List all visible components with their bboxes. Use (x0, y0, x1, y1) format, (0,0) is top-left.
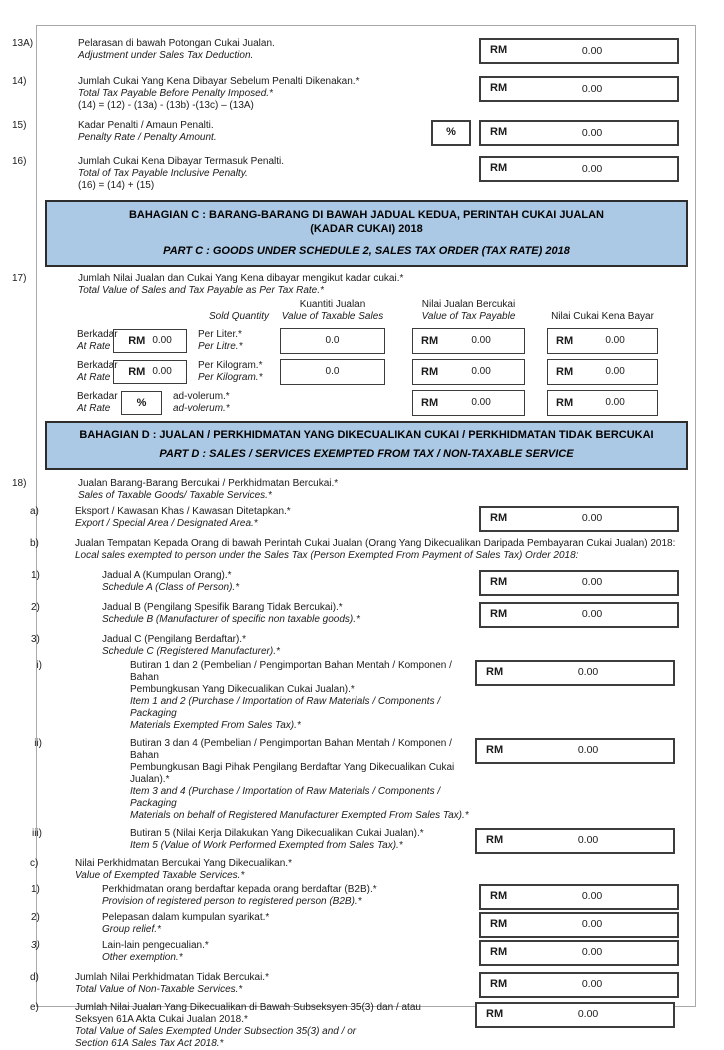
rate-label: Berkadar At Rate (77, 391, 118, 415)
amount-field-18c2[interactable]: RM 0.00 (479, 912, 679, 938)
col-header-sold-quantity: Sold Quantity (208, 311, 270, 323)
form-item-18c3: 3) Lain-lain pengecualian.* Other exemption.* RM 0.00 (45, 940, 688, 966)
penalty-rate-percent-field[interactable]: % (431, 120, 471, 146)
amount-field-18c1[interactable]: RM 0.00 (479, 884, 679, 910)
form-item-18b1: 1) Jadual A (Kumpulan Orang).* Schedule A (Class of Person).* RM 0.00 (45, 570, 688, 596)
amount-field-18a[interactable]: RM 0.00 (479, 506, 679, 532)
item-label-en: Total of Tax Payable Inclusive Penalty. (78, 168, 248, 179)
item-label-my: Jumlah Nilai Jualan dan Cukai Yang Kena dibayar mengikut kadar cukai.* (78, 273, 404, 285)
amount-field-18c3[interactable]: RM 0.00 (479, 940, 679, 966)
unit-label: Per Liter.* Per Litre.* (198, 329, 243, 353)
rate-amount-field[interactable]: RM 0.00 (113, 360, 187, 384)
table-row-per-kilogram (45, 359, 688, 385)
currency-label: RM (490, 126, 508, 139)
rate-label: Berkadar At Rate (77, 329, 118, 353)
form-item-18d: d) Jumlah Nilai Perkhidmatan Tidak Bercukai.* Total Value of Non-Taxable Services.* RM 0.00 (45, 972, 688, 998)
form-item-18b3iii: iii) Butiran 5 (Nilai Kerja Dilakukan Yang Dikecualikan Cukai Jualan).* Item 5 (Value of Work Performed Exempted from Sales Tax).* RM 0.00 (45, 828, 688, 854)
form-item-18c-label: c) Nilai Perkhidmatan Bercukai Yang Dikecualikan.* Value of Exempted Taxable Services.* (30, 857, 292, 881)
form-frame (12, 25, 696, 1049)
amount-field-18b3ii[interactable]: RM 0.00 (475, 738, 675, 764)
part-d-title-en: PART D : SALES / SERVICES EXEMPTED FROM TAX / NON-TAXABLE SERVICE (159, 448, 574, 460)
rate-percent-field[interactable]: % (121, 391, 162, 415)
amount-field-18b1[interactable]: RM 0.00 (479, 570, 679, 596)
form-item-18b2: 2) Jadual B (Pengilang Spesifik Barang Tidak Bercukai).* Schedule B (Manufacturer of specific non taxable goods).* RM 0.00 (45, 602, 688, 628)
table-row-per-litre (45, 328, 688, 354)
rate-label: Berkadar At Rate (77, 360, 118, 384)
amount-field-16[interactable] (479, 156, 679, 182)
amount-field-18e[interactable]: RM 0.00 (475, 1002, 675, 1028)
currency-label: RM (490, 82, 508, 95)
form-item-13a (12, 38, 688, 64)
item-label-my: Jualan Barang-Barang Bercukai / Perkhidmatan Bercukai.* (78, 477, 339, 489)
part-c-header (45, 200, 688, 267)
item-label-en: Total Value of Sales and Tax Payable as Per Tax Rate.* (78, 285, 324, 297)
amount-field-13a[interactable] (479, 38, 679, 64)
form-item-15 (12, 120, 688, 146)
table-header-row (45, 299, 688, 323)
item-formula: (14) = (12) - (13a) - (13b) -(13c) – (13A) (78, 100, 254, 111)
item-label-en: Sales of Taxable Goods/ Taxable Services.* (78, 489, 272, 501)
rate-amount-field[interactable]: RM 0.00 (113, 329, 187, 353)
form-item-17-label (12, 273, 688, 297)
part-d-title-my: BAHAGIAN D : JUALAN / PERKHIDMATAN YANG DIKECUALIKAN CUKAI / PERKHIDMATAN TIDAK BERCUKAI (79, 429, 654, 442)
unit-label: Per Kilogram.* Per Kilogram.* (198, 360, 263, 384)
currency-label: RM (490, 162, 508, 175)
part-c-title-en: PART C : GOODS UNDER SCHEDULE 2, SALES TAX ORDER (TAX RATE) 2018 (163, 244, 570, 257)
item-number: 16) (12, 156, 27, 167)
col-header-quantity: Kuantiti Jualan Value of Taxable Sales (281, 299, 384, 323)
tax-payable-field[interactable]: RM 0.00 (547, 328, 658, 354)
form-item-18c1: 1) Perkhidmatan orang berdaftar kepada orang berdaftar (B2B).* Provision of registered person to registered person (B2B).* RM 0.00 (45, 884, 688, 910)
amount-field-18b3iii[interactable]: RM 0.00 (475, 828, 675, 854)
table-row-ad-valorem (45, 390, 688, 416)
tax-payable-field[interactable]: RM 0.00 (547, 390, 658, 416)
form-item-18b3-label: 3) Jadual C (Pengilang Berdaftar).* Schedule C (Registered Manufacturer).* (31, 633, 280, 657)
part-c-title-my-line2: (KADAR CUKAI) 2018 (310, 222, 423, 235)
form-item-18b-label: b) Jualan Tempatan Kepada Orang di bawah Perintah Cukai Jualan (Orang Yang Dikecualikan Daripada Pembayaran Cukai Jualan) 2018: Local sales exempted to person under the Sales Tax (Person Exempted From Payment of Sales Tax) Order 2018: (30, 537, 676, 561)
item-number: 17) (12, 273, 27, 285)
item-label-my: Kadar Penalti / Amaun Penalti. (78, 120, 214, 131)
amount-value: 0.00 (581, 126, 603, 139)
form-item-18c2: 2) Pelepasan dalam kumpulan syarikat.* Group relief.* RM 0.00 (45, 912, 688, 938)
part-d-header (45, 421, 688, 470)
item-number: 14) (12, 76, 27, 87)
item-label-my: Pelarasan di bawah Potongan Cukai Jualan. (78, 38, 275, 49)
form-item-18b3ii: ii) Butiran 3 dan 4 (Pembelian / Pengimportan Bahan Mentah / Komponen / Bahan Pembungkusan Bagi Pihak Pengilang Berdaftar Yang Dikecualikan Cukai Jualan).* Item 3 and 4 (Purchase / Importation of Raw Materials / Components / Packaging Materials on behalf of Registered Manufacturer Exempted From Sales Tax).* RM 0.00 (45, 738, 688, 822)
sales-value-field[interactable]: RM 0.00 (412, 359, 525, 385)
item-label-my: Jumlah Cukai Yang Kena Dibayar Sebelum Penalti Dikenakan.* (78, 76, 360, 87)
form-item-18b3i: i) Butiran 1 dan 2 (Pembelian / Pengimportan Bahan Mentah / Komponen / Bahan Pembungkusan Yang Dikecualikan Cukai Jualan).* Item 1 and 2 (Purchase / Importation of Raw Materials / Components / Packaging Materials Exempted From Sales Tax).* RM 0.00 (45, 660, 688, 732)
item-label-en: Adjustment under Sales Tax Deduction. (78, 50, 254, 61)
item-number: 18) (12, 477, 27, 489)
quantity-field[interactable]: 0.0 (280, 328, 385, 354)
amount-field-18b2[interactable]: RM 0.00 (479, 602, 679, 628)
currency-label: RM (490, 44, 508, 57)
amount-value: 0.00 (581, 44, 603, 57)
item-label-my: Jumlah Cukai Kena Dibayar Termasuk Penalti. (78, 156, 285, 167)
item-label-en: Penalty Rate / Penalty Amount. (78, 132, 217, 143)
form-item-14 (12, 76, 688, 112)
amount-field-18b3i[interactable]: RM 0.00 (475, 660, 675, 686)
amount-field-15[interactable] (479, 120, 679, 146)
item-number: 15) (12, 120, 27, 131)
form-item-18-label (12, 477, 688, 502)
item-label-en: Total Tax Payable Before Penalty Imposed.* (78, 88, 273, 99)
col-header-tax-payable: Nilai Cukai Kena Bayar (551, 311, 654, 323)
tax-payable-field[interactable]: RM 0.00 (547, 359, 658, 385)
sales-value-field[interactable]: RM 0.00 (412, 390, 525, 416)
sales-value-field[interactable]: RM 0.00 (412, 328, 525, 354)
amount-field-14[interactable] (479, 76, 679, 102)
part-c-title-my-line1: BAHAGIAN C : BARANG-BARANG DI BAWAH JADUAL KEDUA, PERINTAH CUKAI JUALAN (128, 209, 605, 221)
form-item-16 (12, 156, 688, 192)
tax-rate-table (45, 299, 688, 416)
col-header-sales-value: Nilai Jualan Bercukai Value of Tax Payable (421, 299, 516, 323)
item-formula: (16) = (14) + (15) (78, 180, 155, 191)
amount-value: 0.00 (581, 162, 603, 175)
form-item-18e: e) Jumlah Nilai Jualan Yang Dikecualikan di Bawah Subseksyen 35(3) dan / atau Seksyen 61A Akta Cukai Jualan 2018.* Total Value of Sales Exempted Under Subsection 35(3) and / or Section 61A Sales Tax Act 2018.* RM 0.00 (45, 1002, 688, 1050)
form-item-18a: a) Eksport / Kawasan Khas / Kawasan Ditetapkan.* Export / Special Area / Designated Area.* RM 0.00 (45, 506, 688, 532)
item-number: 13A) (12, 38, 34, 49)
quantity-field[interactable]: 0.0 (280, 359, 385, 385)
unit-label: ad-volerum.* ad-volerum.* (173, 391, 230, 415)
amount-value: 0.00 (581, 82, 603, 95)
amount-field-18d[interactable]: RM 0.00 (479, 972, 679, 998)
